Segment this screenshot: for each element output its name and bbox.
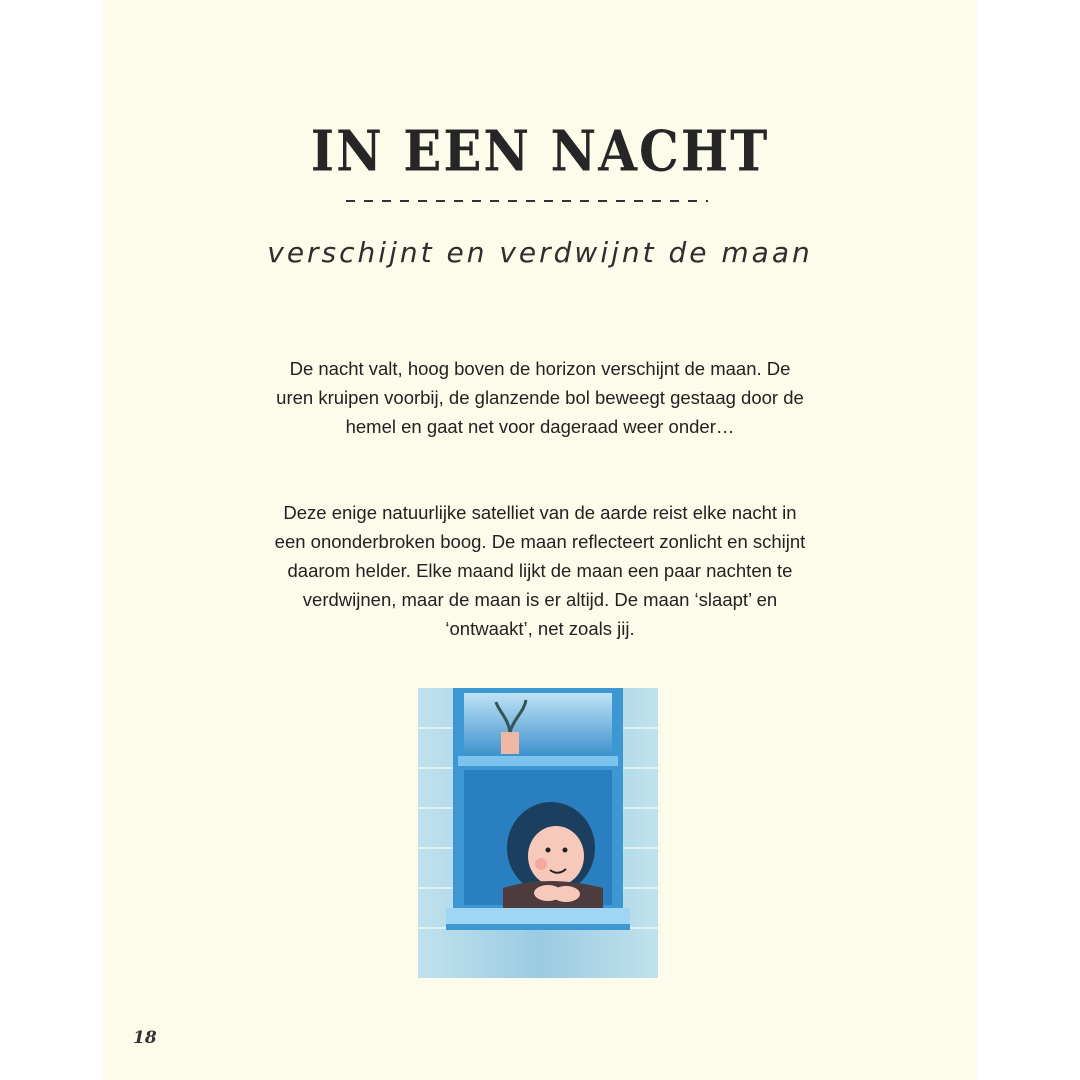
page-number: 18 [133, 1028, 157, 1048]
page-title: IN EEN NACHT [310, 118, 770, 185]
body-paragraph-1: De nacht valt, hoog boven de horizon verschijnt de maan. De uren kruipen voorbij, de glanzende bol beweegt gestaag door de hemel en gaat net voor dageraad weer onder… [276, 357, 804, 437]
book-page [103, 0, 977, 1080]
dashed-divider [346, 199, 708, 203]
child-at-window-illustration [398, 688, 678, 988]
page-subtitle: verschijnt en verdwijnt de maan [267, 236, 813, 269]
body-paragraph-2: Deze enige natuurlijke satelliet van de aarde reist elke nacht in een ononderbroken boog. De maan reflecteert zonlicht en schijnt daarom helder. Elke maand lijkt de maan een paar nachten te verdwijnen, maar de maan is er altijd. De maan ‘slaapt’ en ‘ontwaakt’, net zoals jij. [274, 501, 806, 639]
